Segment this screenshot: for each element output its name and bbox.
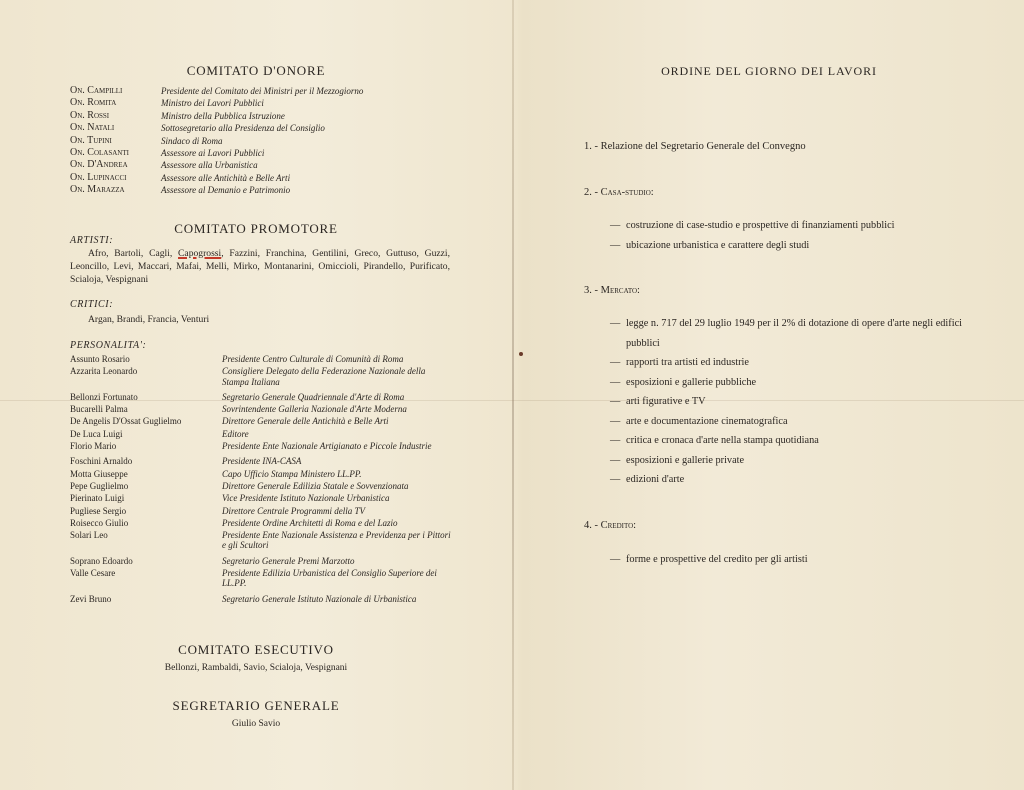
- agenda-sublist: [610, 216, 962, 255]
- personalita-row: [70, 441, 452, 451]
- personalita-row: [70, 568, 452, 589]
- personalita-name: De Angelis D'Ossat Guglielmo: [70, 416, 182, 427]
- personalita-row: [70, 506, 452, 516]
- personalita-row: [70, 469, 452, 479]
- honor-member-row: [70, 159, 363, 171]
- honor-member-row: [70, 147, 363, 159]
- honor-member-role: Assessore alla Urbanistica: [161, 160, 258, 171]
- honor-member-role: Ministro dei Lavori Pubblici: [161, 98, 264, 109]
- agenda-subitem-text: rapporti tra artisti ed industrie: [626, 357, 749, 368]
- agenda-subitem: [610, 373, 962, 393]
- honor-member-name: On. Colasanti: [70, 146, 129, 158]
- personalita-name: Zevi Bruno: [70, 593, 112, 604]
- dash-marker: —: [610, 554, 621, 565]
- honor-member-role: Sottosegretario alla Presidenza del Consiglio: [161, 123, 325, 134]
- personalita-row: [70, 416, 452, 426]
- personalita-row: [70, 518, 452, 528]
- critici-label: CRITICI:: [70, 299, 114, 310]
- dash-marker: —: [610, 454, 621, 466]
- personalita-row: [70, 429, 452, 439]
- honor-member-row: [70, 85, 363, 97]
- personalita-row: [70, 594, 452, 604]
- dash-marker: —: [610, 396, 621, 407]
- honor-member-name: On. D'Andrea: [70, 159, 128, 171]
- honor-member-row: [70, 135, 363, 147]
- segretario-generale-name: Giulio Savio: [231, 719, 281, 729]
- comitato-promotore-title: COMITATO PROMOTORE: [174, 221, 338, 236]
- personalita-row: [70, 530, 452, 551]
- agenda-sublist: [610, 550, 962, 570]
- personalita-name: Roisecco Giulio: [70, 517, 129, 528]
- dash-marker: —: [610, 239, 621, 251]
- agenda-subitem: [610, 451, 962, 471]
- personalita-name: Pierinato Luigi: [70, 493, 125, 504]
- personalita-name: Azzarita Leonardo: [70, 366, 138, 377]
- personalita-name: Pepe Guglielmo: [70, 480, 129, 491]
- honor-member-role: Assessore ai Lavori Pubblici: [161, 147, 265, 158]
- honor-member-role: Assessore al Demanio e Patrimonio: [161, 185, 291, 196]
- dash-marker: —: [610, 415, 621, 427]
- personalita-role: Presidente Centro Culturale di Comunità di Roma: [222, 354, 404, 364]
- artisti-label: ARTISTI:: [70, 235, 114, 246]
- critici-list: Argan, Brandi, Francia, Venturi: [88, 314, 210, 325]
- artisti-after: , Fazzini, Franchina, Gentilini, Greco, Guttuso, Guzzi, Leoncillo, Levi, Maccari, Mafai, Melli, Mirko, Montanarini, Omiccioli, Pirandello, Purificato, Scialoja, Vespignani: [70, 248, 450, 285]
- personalita-name: Foschini Arnaldo: [70, 456, 133, 467]
- personalita-row: [70, 456, 452, 466]
- ink-dot: [519, 352, 523, 356]
- personalita-row: [70, 404, 452, 414]
- personalita-role: Segretario Generale Istituto Nazionale di Urbanistica: [222, 593, 417, 604]
- agenda-subitem-text: ubicazione urbanistica e carattere degli studi: [626, 239, 810, 251]
- agenda-subitem-text: critica e cronaca d'arte nella stampa quotidiana: [626, 435, 819, 446]
- agenda-subitem-text: edizioni d'arte: [626, 474, 685, 485]
- personalita-row: [70, 392, 452, 402]
- agenda-subitem-text: legge n. 717 del 29 luglio 1949 per il 2% di dotazione di opere d'arte negli edifici pubblici: [626, 318, 962, 349]
- personalita-role: Presidente Ente Nazionale Artigianato e Piccole Industrie: [222, 441, 432, 452]
- agenda-item-number: 3. -: [584, 285, 598, 296]
- artisti-list: [70, 247, 450, 286]
- agenda-subitem: [610, 314, 962, 353]
- agenda-item-number: 1. -: [584, 141, 598, 152]
- personalita-role: Presidente Ente Nazionale Assistenza e Previdenza per i Pittori e gli Scultori: [222, 530, 451, 551]
- agenda-sublist: [610, 314, 962, 490]
- personalita-role: Editore: [222, 428, 249, 439]
- personalita-role: Segretario Generale Quadriennale d'Arte di Roma: [222, 391, 405, 402]
- personalita-name: Valle Cesare: [70, 568, 116, 579]
- honor-member-role: Assessore alle Antichità e Belle Arti: [161, 172, 291, 183]
- personalita-role: Presidente Ordine Architetti di Roma e del Lazio: [222, 517, 398, 528]
- right-page: [514, 0, 1024, 790]
- agenda-subitem: [610, 236, 962, 256]
- comitato-onore-list: [70, 85, 363, 197]
- personalita-row: [70, 493, 452, 503]
- agenda-subitem-text: costruzione di case-studio e prospettive di finanziamenti pubblici: [626, 220, 895, 231]
- comitato-esecutivo-members: Bellonzi, Rambaldi, Savio, Scialoja, Vespignani: [164, 663, 348, 673]
- personalita-name: Soprano Edoardo: [70, 555, 133, 566]
- agenda-item: [584, 187, 654, 198]
- honor-member-role: Sindaco di Roma: [161, 135, 223, 146]
- artisti-before: Afro, Bartoli, Cagli,: [88, 248, 179, 259]
- agenda-subitem-text: arte e documentazione cinematografica: [626, 415, 788, 427]
- honor-member-name: On. Rossi: [70, 109, 110, 121]
- ordine-del-giorno-title: ORDINE DEL GIORNO DEI LAVORI: [661, 64, 877, 78]
- personalita-name: Bucarelli Palma: [70, 404, 128, 415]
- agenda-item: [584, 285, 640, 296]
- personalita-role: Direttore Generale delle Antichità e Belle Arti: [222, 416, 389, 427]
- agenda-item-label: Credito:: [600, 520, 637, 531]
- personalita-name: Assunto Rosario: [70, 354, 130, 364]
- personalita-name: Florio Mario: [70, 441, 117, 452]
- agenda-subitem-text: arti figurative e TV: [626, 396, 706, 407]
- dash-marker: —: [610, 357, 621, 368]
- personalita-name: Motta Giuseppe: [70, 468, 128, 479]
- personalita-label: PERSONALITA':: [70, 340, 147, 351]
- honor-member-row: [70, 122, 363, 134]
- personalita-row: [70, 556, 452, 566]
- agenda-subitem: [610, 412, 962, 432]
- personalita-role: Direttore Centrale Programmi della TV: [222, 505, 365, 516]
- dash-marker: —: [610, 376, 621, 388]
- personalita-row: [70, 481, 452, 491]
- agenda-subitem: [610, 431, 962, 451]
- honor-member-name: On. Marazza: [70, 184, 125, 196]
- personalita-role: Vice Presidente Istituto Nazionale Urbanistica: [222, 493, 390, 504]
- agenda-subitem-text: esposizioni e gallerie private: [626, 454, 745, 466]
- honor-member-row: [70, 110, 363, 122]
- personalita-role: Consigliere Delegato della Federazione Nazionale della Stampa Italiana: [222, 366, 426, 387]
- personalita-role: Presidente INA-CASA: [222, 456, 302, 467]
- personalita-name: De Luca Luigi: [70, 428, 123, 439]
- personalita-name: Pugliese Sergio: [70, 505, 127, 516]
- honor-member-name: On. Lupinacci: [70, 171, 127, 183]
- agenda-subitem: [610, 392, 962, 412]
- personalita-list: [70, 354, 452, 604]
- agenda-item-label: Mercato:: [600, 285, 640, 296]
- agenda-subitem: [610, 550, 962, 570]
- agenda-subitem-text: esposizioni e gallerie pubbliche: [626, 376, 757, 388]
- honor-member-name: On. Tupini: [70, 134, 112, 146]
- agenda-subitem: [610, 470, 962, 490]
- dash-marker: —: [610, 220, 621, 231]
- personalita-role: Direttore Generale Edilizia Statale e Sovvenzionata: [222, 480, 409, 491]
- honor-member-role: Presidente del Comitato dei Ministri per il Mezzogiorno: [161, 86, 364, 96]
- agenda-subitem-text: forme e prospettive del credito per gli artisti: [626, 554, 808, 565]
- honor-member-name: On. Natali: [70, 122, 115, 134]
- honor-member-row: [70, 172, 363, 184]
- agenda-item: [584, 520, 636, 531]
- agenda-subitem: [610, 216, 962, 236]
- artisti-underlined: Capogrossi: [178, 248, 222, 259]
- honor-member-row: [70, 97, 363, 109]
- agenda-item-label: Relazione del Segretario Generale del Convegno: [600, 141, 806, 152]
- dash-marker: —: [610, 474, 621, 485]
- dash-marker: —: [610, 318, 621, 329]
- honor-member-row: [70, 184, 363, 196]
- personalita-row: [70, 354, 452, 364]
- personalita-role: Segretario Generale Premi Marzotto: [222, 555, 355, 566]
- comitato-esecutivo-title: COMITATO ESECUTIVO: [178, 642, 334, 657]
- personalita-name: Solari Leo: [70, 530, 108, 541]
- personalita-role: Sovrintendente Galleria Nazionale d'Arte Moderna: [222, 404, 407, 415]
- personalita-role: Capo Ufficio Stampa Ministero LL.PP.: [222, 468, 362, 479]
- personalita-role: Presidente Edilizia Urbanistica del Consiglio Superiore dei LL.PP.: [222, 568, 437, 589]
- agenda-item-number: 2. -: [584, 187, 598, 198]
- honor-member-name: On. Romita: [70, 97, 117, 109]
- personalita-name: Bellonzi Fortunato: [70, 391, 138, 402]
- agenda-item-label: Casa-studio:: [600, 187, 654, 198]
- dash-marker: —: [610, 435, 621, 446]
- honor-member-name: On. Campilli: [70, 85, 123, 96]
- agenda-item: [584, 141, 806, 152]
- agenda-item-number: 4. -: [584, 520, 598, 531]
- comitato-onore-title: COMITATO D'ONORE: [186, 63, 326, 78]
- honor-member-role: Ministro della Pubblica Istruzione: [161, 110, 285, 121]
- agenda-subitem: [610, 353, 962, 373]
- segretario-generale-title: SEGRETARIO GENERALE: [172, 698, 340, 713]
- personalita-row: [70, 366, 452, 387]
